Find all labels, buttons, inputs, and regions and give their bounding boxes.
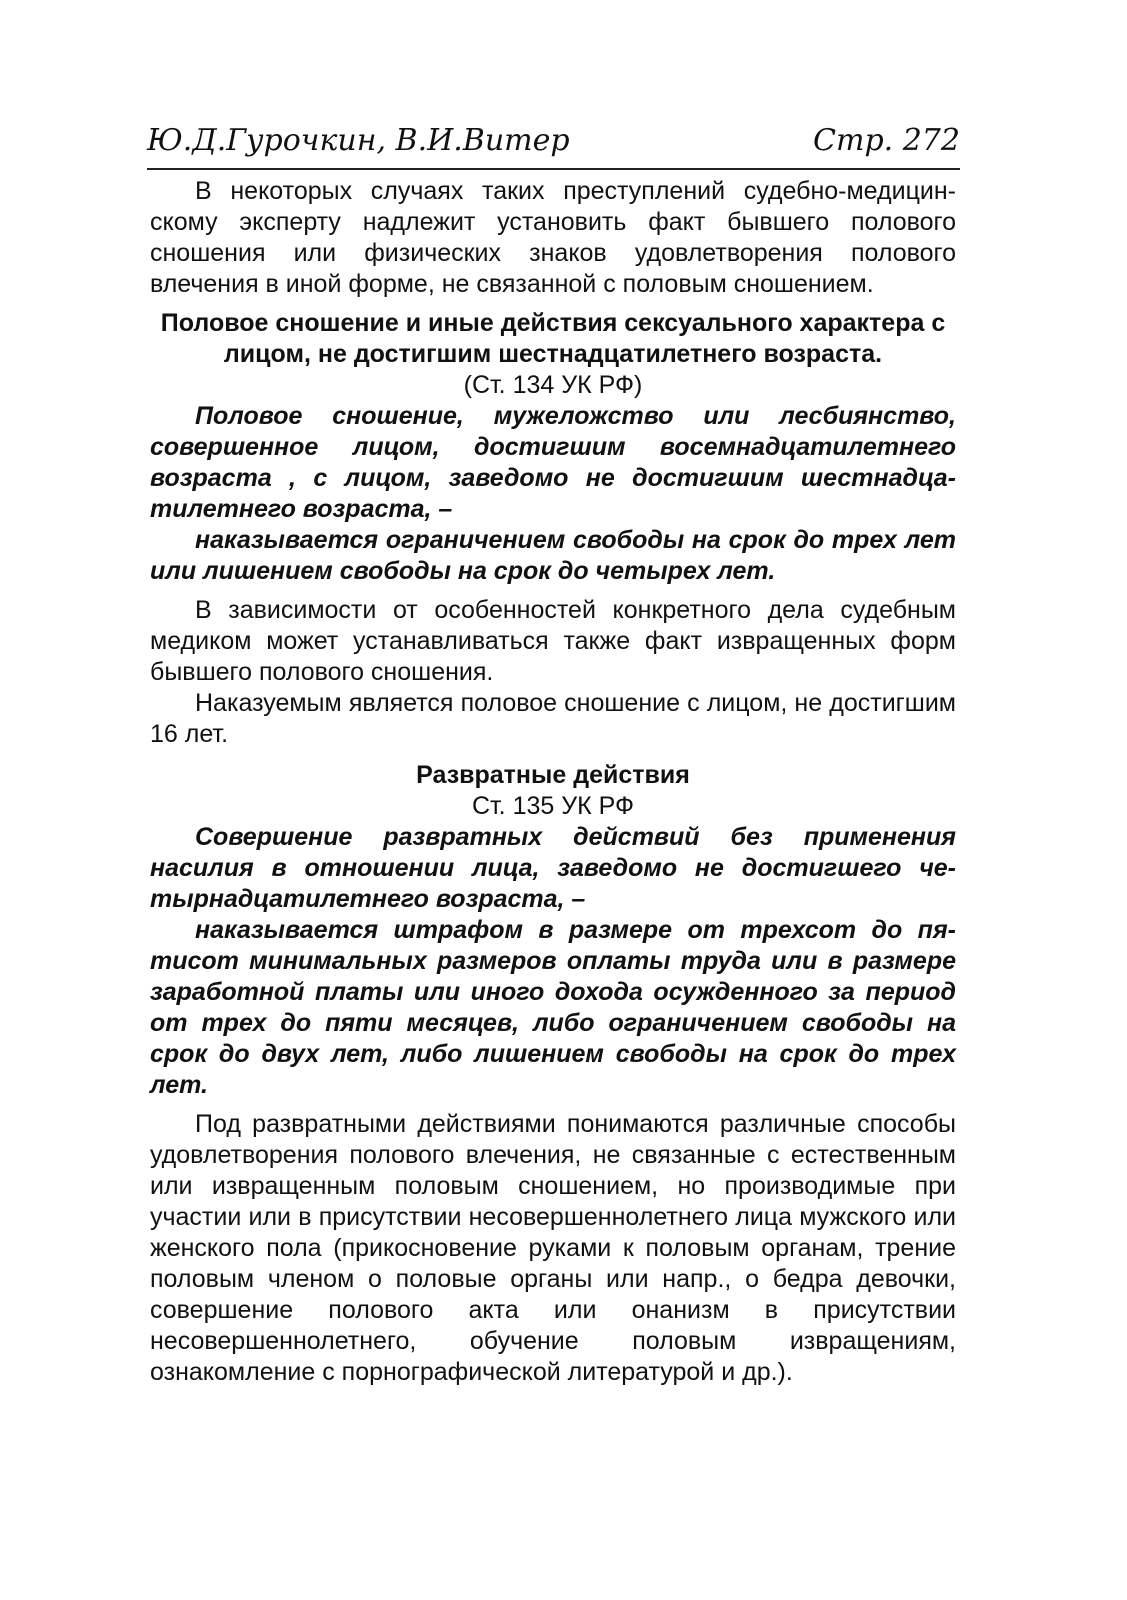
penalty-text-art-135: наказывается штрафом в размере от трехсот до пятисот минимальных размеров оплаты труда или в размере заработной платы или иного дохода осужденного за период от трех до пяти месяцев, либо ограничением свободы на срок до двух лет, либо лишением свободы на срок до трех лет. (150, 916, 956, 1099)
article-ref-135: Ст. 135 УК РФ (471, 792, 635, 820)
article-ref-134: (Ст. 134 УК РФ) (463, 371, 643, 399)
section-heading-art-135: Развратные действия (416, 761, 690, 789)
header-page-number: Стр. 272 (813, 123, 960, 158)
law-text-art-134: Половое сношение, мужеложство или лесбиянство, совершенное лицом, достигшим восемнадцатилетнего возраста , с лицом, заведомо не достигшим шестнадцатилетнего возраста, – (150, 402, 956, 523)
running-header (147, 118, 960, 170)
header-rule (147, 168, 960, 170)
section-heading-art-134: Половое сношение и иные действия сексуального характера с лицом, не достигшим шестнадцатилетнего возраста. (160, 309, 946, 368)
header-authors: Ю.Д.Гурочкин, В.И.Витер (147, 123, 570, 158)
comment-paragraph-1: В зависимости от особенностей конкретного дела судебным медиком может устанавливаться также факт извращенных форм бывшего полового сношения. (150, 596, 956, 686)
page-body (150, 176, 956, 1388)
comment-paragraph-3: Под развратными действиями понимаются различные способы удовлетворения полового влечения, не связанные с естественным или извращенным половым сношением, но производимые при участии или в присутствии несовершеннолетнего лица мужского или женского пола (прикосновение руками к половым органам, трение половым членом о половые органы или напр., о бедра девочки, совершение полового акта или онанизм в присутствии несовершеннолетнего, обучение половым извращениям, ознакомление с порнографической литературой и др.). (150, 1110, 956, 1386)
comment-paragraph-2: Наказуемым является половое сношение с лицом, не достигшим 16 лет. (150, 689, 956, 748)
law-text-art-135: Совершение развратных действий без применения насилия в отношении лица, заведомо не достигшего четырнадцатилетнего возраста, – (150, 823, 956, 913)
penalty-text-art-134: наказывается ограничением свободы на срок до трех лет или лишением свободы на срок до четырех лет. (150, 526, 956, 585)
intro-paragraph: В некоторых случаях таких преступлений судебно-медицинскому эксперту надлежит установить факт бывшего полового сношения или физических знаков удовлетворения полового влечения в иной форме, не связанной с половым сношением. (150, 177, 956, 298)
